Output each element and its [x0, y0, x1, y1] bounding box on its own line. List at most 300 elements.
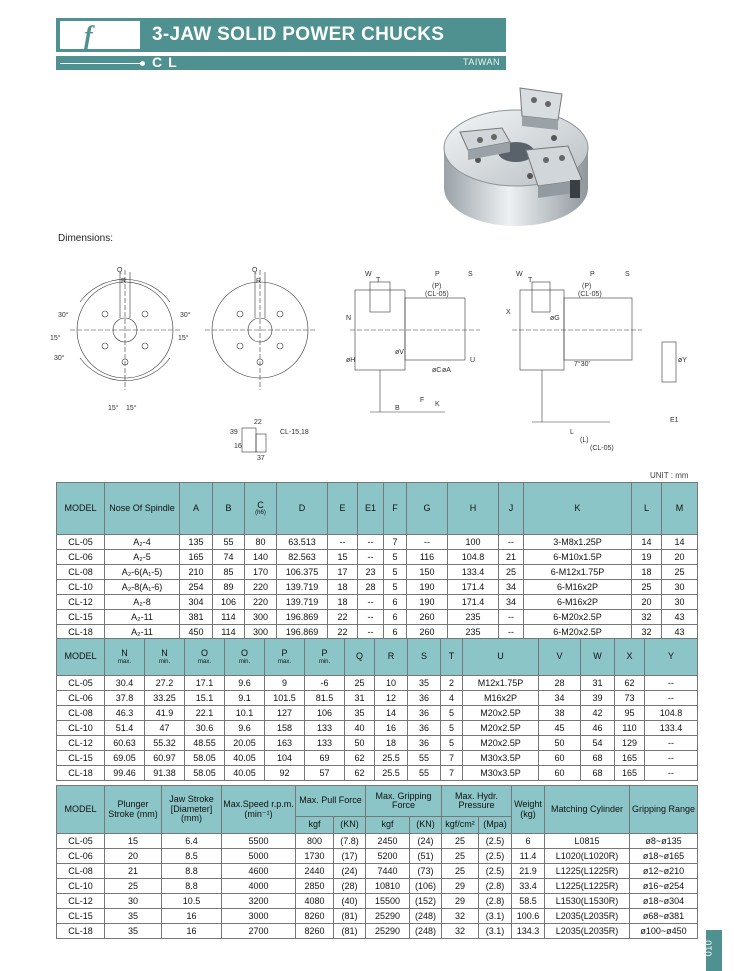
table-cell: 6-M16x2P [524, 580, 632, 595]
table-cell: 28 [539, 676, 581, 691]
col-header-label: Nose Of Spindle [109, 502, 175, 513]
table-cell: (3.1) [479, 924, 512, 939]
drawing-note: CL-15,18 [280, 429, 309, 436]
col-header [408, 639, 441, 676]
drawing-label: S [468, 271, 473, 278]
table-cell: 20 [105, 849, 162, 864]
drawing-label: R [256, 278, 262, 285]
page-title: 3-JAW SOLID POWER CHUCKS [152, 24, 445, 45]
table-cell: 135 [180, 535, 213, 550]
table-cell: 50 [345, 736, 375, 751]
table-cell: 33.25 [145, 691, 185, 706]
table-cell: 40.05 [225, 751, 265, 766]
table-cell: L1020(L1020R) [545, 849, 630, 864]
table-cell: 6-M16x2P [524, 595, 632, 610]
table-cell: 29 [442, 894, 479, 909]
table-cell: 30 [105, 894, 162, 909]
table-row [57, 550, 698, 565]
table-cell: CL-15 [57, 909, 105, 924]
table-cell: 35 [408, 676, 441, 691]
table-cell: 32 [632, 610, 662, 625]
table-cell: 18 [375, 736, 408, 751]
table-cell: 91.38 [145, 766, 185, 781]
col-header-label: G [423, 502, 431, 513]
table-cell: ø18~ø165 [630, 849, 698, 864]
col-header [265, 639, 305, 676]
table-cell: CL-12 [57, 595, 105, 610]
table-cell: 6-M20x2.5P [524, 625, 632, 640]
table-cell: 5200 [366, 849, 410, 864]
table-cell: CL-18 [57, 625, 105, 640]
table-cell: (3.1) [479, 909, 512, 924]
col-header-label: C [257, 499, 264, 510]
table-cell: 58.05 [185, 751, 225, 766]
col-header [524, 483, 632, 535]
region-label: TAIWAN [463, 57, 500, 67]
table-cell: 134.3 [512, 924, 545, 939]
table-cell: -- [358, 535, 384, 550]
table-cell: 5 [384, 580, 407, 595]
table-cell: L2035(L2035R) [545, 909, 630, 924]
table-cell: (51) [410, 849, 442, 864]
drawing-label: F [420, 397, 425, 404]
table-cell: ø8~ø135 [630, 834, 698, 849]
table-cell: CL-05 [57, 676, 105, 691]
table-cell: 69 [305, 751, 345, 766]
drawing-label: P [590, 271, 595, 278]
drawing-label: S [625, 271, 630, 278]
table-cell: CL-15 [57, 751, 105, 766]
side-view-labels [346, 271, 475, 412]
table-cell: A₂-8 [105, 595, 180, 610]
table-cell: -- [358, 550, 384, 565]
table-cell: 254 [180, 580, 213, 595]
table-cell: -- [358, 625, 384, 640]
drawing-label: 15° [178, 335, 189, 342]
col-header-sub: (h6) [255, 510, 266, 517]
table-cell: 46.3 [105, 706, 145, 721]
table-cell: (248) [410, 924, 442, 939]
performance-table [56, 785, 698, 939]
col-header [57, 483, 105, 535]
col-header-label: W [593, 651, 602, 662]
drawing-label: P [435, 271, 440, 278]
drawing-label: (P) [582, 283, 592, 290]
table-cell: 101.5 [265, 691, 305, 706]
table-cell: 260 [407, 610, 448, 625]
table-cell: 35 [345, 706, 375, 721]
table-cell: 46 [581, 721, 615, 736]
table-cell: 34 [539, 691, 581, 706]
table-cell: 50 [539, 736, 581, 751]
drawing-label: 37 [257, 455, 265, 462]
table-cell: 5 [441, 706, 463, 721]
table-cell: CL-12 [57, 736, 105, 751]
col-header-label: MODEL [64, 651, 97, 662]
col-header-label: J [508, 502, 514, 513]
table-cell: 106 [305, 706, 345, 721]
table-row [57, 721, 698, 736]
table-cell: 129 [615, 736, 645, 751]
col-header [305, 639, 345, 676]
table-cell: 58.5 [512, 894, 545, 909]
table-cell: 114 [213, 625, 245, 640]
table-cell: 8.5 [162, 849, 222, 864]
table-cell: 8.8 [162, 864, 222, 879]
table-cell: CL-08 [57, 565, 105, 580]
table-cell: 20 [662, 550, 698, 565]
table-cell: 2700 [222, 924, 296, 939]
table-cell: 99.46 [105, 766, 145, 781]
table-cell: 62 [345, 751, 375, 766]
table-cell: 110 [615, 721, 645, 736]
table-cell: 127 [265, 706, 305, 721]
col-header-label: A [192, 502, 199, 513]
table-cell: A₂-4 [105, 535, 180, 550]
drawing-label: U [470, 357, 476, 364]
table-cell: 104.8 [448, 550, 499, 565]
table-cell: 190 [407, 595, 448, 610]
table-cell: 18 [328, 595, 358, 610]
table-cell: 6 [384, 595, 407, 610]
table-cell: 133.4 [448, 565, 499, 580]
table-cell: 40 [345, 721, 375, 736]
drawing-label: (P) [432, 283, 442, 290]
col-header-label: E [339, 502, 346, 513]
sub-header: kgf [296, 817, 334, 834]
drawing-label: 15° [126, 405, 137, 412]
table-cell: (106) [410, 879, 442, 894]
table-cell: CL-18 [57, 766, 105, 781]
col-header-label: M [675, 502, 684, 513]
brand-logo [58, 19, 142, 51]
table-cell: CL-08 [57, 706, 105, 721]
table-cell: (152) [410, 894, 442, 909]
col-header-label: P [281, 648, 288, 659]
table-cell: 5000 [222, 849, 296, 864]
table-cell: 4600 [222, 864, 296, 879]
col-header: Matching Cylinder [545, 786, 630, 834]
table-cell: 25 [499, 565, 524, 580]
col-header-label: N [121, 648, 128, 659]
table-cell: 36 [408, 691, 441, 706]
table-cell: 36 [408, 721, 441, 736]
table-cell: 16 [162, 924, 222, 939]
table-cell: 34 [499, 595, 524, 610]
table-cell: 81.5 [305, 691, 345, 706]
drawing-label: T [528, 277, 533, 284]
table-cell: 28 [358, 580, 384, 595]
sub-header: (Mpa) [479, 817, 512, 834]
table-cell: 235 [448, 625, 499, 640]
table-cell: -- [499, 625, 524, 640]
table-cell: 7 [384, 535, 407, 550]
col-header: Max. Hydr. Pressure [442, 786, 512, 817]
table-cell: 116 [407, 550, 448, 565]
table-cell: 38 [539, 706, 581, 721]
table-cell: 60 [539, 766, 581, 781]
table-cell: 196.869 [277, 625, 328, 640]
col-header-label: N [161, 648, 168, 659]
front-view-labels [50, 267, 191, 412]
table-row [57, 751, 698, 766]
table-cell: 100 [448, 535, 499, 550]
table-cell: A₂-5 [105, 550, 180, 565]
table-cell: CL-18 [57, 924, 105, 939]
side-section-view [350, 282, 480, 412]
table-cell: 15 [328, 550, 358, 565]
logo-letter: f [84, 21, 93, 50]
table-cell: (7.8) [334, 834, 366, 849]
table-cell: 25 [345, 676, 375, 691]
table-cell: 60.63 [105, 736, 145, 751]
col-header [180, 483, 213, 535]
drawing-label: N [346, 315, 352, 322]
table-cell: 30 [662, 595, 698, 610]
drawing-label: (L) [580, 437, 589, 444]
table-cell: 10810 [366, 879, 410, 894]
table-cell: 37.8 [105, 691, 145, 706]
table-cell: 31 [345, 691, 375, 706]
col-header [375, 639, 408, 676]
table-cell: 2 [441, 676, 463, 691]
col-header [463, 639, 539, 676]
table-cell: 170 [245, 565, 277, 580]
page-header [56, 18, 506, 70]
table-cell: 15500 [366, 894, 410, 909]
table-cell: 10.1 [225, 706, 265, 721]
decorative-line [60, 63, 142, 64]
col-header-sub: max. [197, 658, 211, 665]
drawing-label: (CL-05) [425, 291, 449, 298]
table-cell: 8260 [296, 909, 334, 924]
table-cell: 62 [615, 676, 645, 691]
col-header-sub: max. [117, 658, 131, 665]
col-header [407, 483, 448, 535]
table-cell: M12x1.75P [463, 676, 539, 691]
table-cell: 35 [105, 909, 162, 924]
drawing-label: W [365, 271, 372, 278]
table-cell: ø100~ø450 [630, 924, 698, 939]
table-cell: (81) [334, 909, 366, 924]
table-cell: 25 [662, 565, 698, 580]
col-header: Plunger Stroke (mm) [105, 786, 162, 834]
table-row [57, 849, 698, 864]
table-cell: 6.4 [162, 834, 222, 849]
table-cell: 2450 [366, 834, 410, 849]
col-header [345, 639, 375, 676]
col-header [448, 483, 499, 535]
table-cell: -- [358, 610, 384, 625]
col-header [145, 639, 185, 676]
table-cell: 41.9 [145, 706, 185, 721]
table-cell: 69.05 [105, 751, 145, 766]
table-cell: 100.6 [512, 909, 545, 924]
table-cell: 15.1 [185, 691, 225, 706]
table-cell: CL-15 [57, 610, 105, 625]
table-cell: 25 [442, 834, 479, 849]
col-header-label: MODEL [64, 502, 97, 513]
table-cell: 235 [448, 610, 499, 625]
table-cell: 25 [442, 849, 479, 864]
table-cell: CL-10 [57, 580, 105, 595]
table-cell: 27.2 [145, 676, 185, 691]
col-header-label: R [387, 651, 395, 662]
table-cell: (2.8) [479, 879, 512, 894]
table-cell: CL-06 [57, 550, 105, 565]
col-header [581, 639, 615, 676]
table-cell: ø18~ø304 [630, 894, 698, 909]
table-cell: 16 [162, 909, 222, 924]
table-cell: 6 [384, 610, 407, 625]
table-cell: L0815 [545, 834, 630, 849]
col-header-label: H [469, 502, 477, 513]
col-header: Max. Pull Force [296, 786, 366, 817]
table-cell: 6 [512, 834, 545, 849]
col-header-label: O [200, 648, 208, 659]
table-cell: CL-06 [57, 849, 105, 864]
table-cell: 89 [213, 580, 245, 595]
drawing-label: B [395, 405, 400, 412]
table-cell: 17.1 [185, 676, 225, 691]
table-cell: 33.4 [512, 879, 545, 894]
table-cell: M30x3.5P [463, 766, 539, 781]
drawing-label: X [506, 309, 511, 316]
drawing-label: Q [252, 267, 258, 274]
sub-header: (KN) [410, 817, 442, 834]
table-cell: 58.05 [185, 766, 225, 781]
table-row [57, 834, 698, 849]
page-number: 010 [703, 939, 714, 957]
table-cell: (81) [334, 924, 366, 939]
table-cell: 60 [539, 751, 581, 766]
col-header [441, 639, 463, 676]
table-cell: 36 [408, 736, 441, 751]
table-cell: M16x2P [463, 691, 539, 706]
table-cell: -- [328, 535, 358, 550]
col-header-label: F [392, 502, 398, 513]
table-cell: 165 [180, 550, 213, 565]
table-cell: 34 [499, 580, 524, 595]
table-cell: 5 [384, 565, 407, 580]
table-cell: 165 [615, 766, 645, 781]
table-cell: 23 [358, 565, 384, 580]
table-cell: 9.6 [225, 721, 265, 736]
table-cell: 14 [662, 535, 698, 550]
drawing-label: øV [395, 349, 404, 356]
table-cell: 16 [375, 721, 408, 736]
table-cell: 31 [581, 676, 615, 691]
drawing-label: (CL-05) [578, 291, 602, 298]
table-cell: ø68~ø381 [630, 909, 698, 924]
table-cell: 4080 [296, 894, 334, 909]
table-cell: 55 [213, 535, 245, 550]
table-cell: 22 [328, 610, 358, 625]
drawing-label: 30° [54, 355, 65, 362]
table-cell: L1530(L1530R) [545, 894, 630, 909]
table-cell: 80 [245, 535, 277, 550]
table-cell: 381 [180, 610, 213, 625]
table-cell: 4 [441, 691, 463, 706]
drawing-label: W [516, 271, 523, 278]
col-header [632, 483, 662, 535]
table-cell: 4000 [222, 879, 296, 894]
col-header-label: V [556, 651, 563, 662]
table-cell: 51.4 [105, 721, 145, 736]
drawing-label: øY [678, 357, 687, 364]
col-header-label: S [420, 651, 427, 662]
table-cell: 158 [265, 721, 305, 736]
page-number-tab [703, 930, 722, 971]
col-header-label: B [225, 502, 232, 513]
table-cell: (28) [334, 879, 366, 894]
col-header-label: X [626, 651, 633, 662]
col-header-label: O [240, 648, 248, 659]
table-cell: 22 [328, 625, 358, 640]
table-cell: 133.4 [645, 721, 698, 736]
col-header [105, 483, 180, 535]
table-cell: 300 [245, 625, 277, 640]
table-row [57, 706, 698, 721]
table-cell: 55.32 [145, 736, 185, 751]
table-cell: 92 [265, 766, 305, 781]
table-cell: (73) [410, 864, 442, 879]
table-cell: 54 [581, 736, 615, 751]
table-cell: 35 [105, 924, 162, 939]
table-cell: M20x2.5P [463, 706, 539, 721]
table-row [57, 676, 698, 691]
table-cell: 32 [442, 909, 479, 924]
table-cell: 74 [213, 550, 245, 565]
table-cell: 29 [442, 879, 479, 894]
col-header-label: T [448, 651, 455, 662]
table-cell: 6-M12x1.75P [524, 565, 632, 580]
table-cell: 30.6 [185, 721, 225, 736]
table-cell: 190 [407, 580, 448, 595]
sub-header: kgf/cm² [442, 817, 479, 834]
table-cell: 47 [145, 721, 185, 736]
table-cell: 55 [408, 766, 441, 781]
table-cell: (24) [410, 834, 442, 849]
col-header-sub: min. [318, 658, 331, 665]
table-cell: (40) [334, 894, 366, 909]
table-cell: -- [358, 595, 384, 610]
table-cell: 6-M20x2.5P [524, 610, 632, 625]
table-cell: 171.4 [448, 595, 499, 610]
table-cell: 2440 [296, 864, 334, 879]
table-row [57, 691, 698, 706]
table-cell: 10 [375, 676, 408, 691]
col-header-label: P [321, 648, 328, 659]
sub-header: kgf [366, 817, 410, 834]
table-cell: CL-10 [57, 721, 105, 736]
table-cell: 57 [305, 766, 345, 781]
table-row [57, 924, 698, 939]
table-row [57, 909, 698, 924]
table-row [57, 894, 698, 909]
table-cell: 82.563 [277, 550, 328, 565]
table-cell: CL-12 [57, 894, 105, 909]
table-cell: 20.05 [225, 736, 265, 751]
dimensions-table-2 [56, 638, 698, 781]
table-cell: 220 [245, 595, 277, 610]
table-cell: 800 [296, 834, 334, 849]
table-row [57, 610, 698, 625]
table-cell: 43 [662, 625, 698, 640]
col-header [277, 483, 328, 535]
table-cell: 304 [180, 595, 213, 610]
chuck-photo [430, 80, 600, 235]
